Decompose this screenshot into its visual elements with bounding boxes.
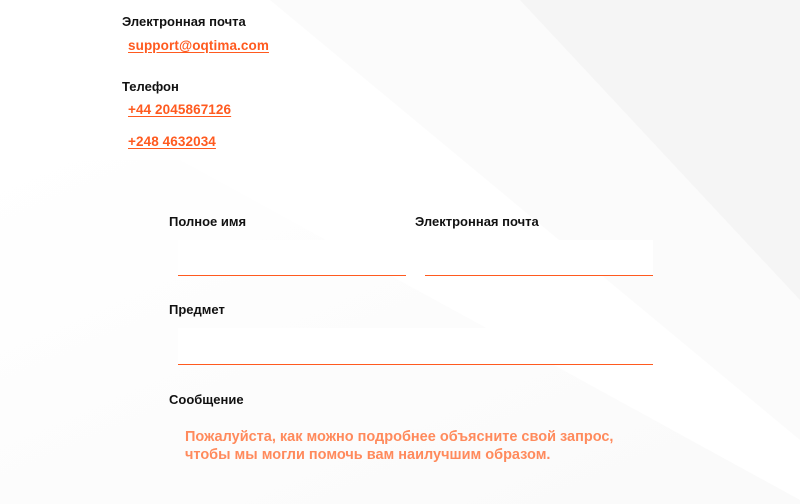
email-input[interactable] <box>425 240 653 276</box>
support-email-link[interactable]: support@oqtima.com <box>128 38 269 53</box>
email-label: Электронная почта <box>122 14 246 29</box>
phone-label: Телефон <box>122 79 179 94</box>
message-textarea[interactable] <box>178 420 653 504</box>
email-field-label: Электронная почта <box>415 214 539 229</box>
phone-link-seychelles[interactable]: +248 4632034 <box>128 134 216 149</box>
full-name-input[interactable] <box>178 240 406 276</box>
subject-input[interactable] <box>178 328 653 365</box>
message-label: Сообщение <box>169 392 244 407</box>
full-name-label: Полное имя <box>169 214 247 229</box>
phone-link-uk[interactable]: +44 2045867126 <box>128 102 232 117</box>
subject-label: Предмет <box>169 302 225 317</box>
message-placeholder: Пожалуйста, как можно подробнее объясните свой запрос, чтобы мы могли помочь вам наилучшим образом. <box>185 429 614 463</box>
